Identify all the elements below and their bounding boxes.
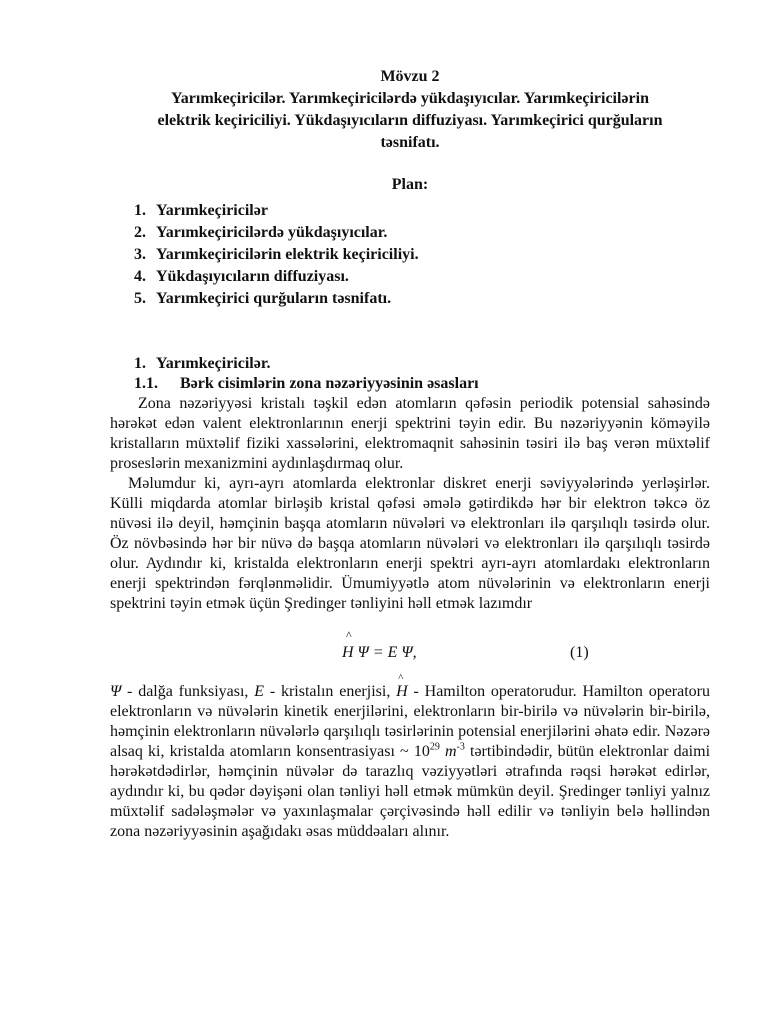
psi-symbol: Ψ bbox=[110, 683, 122, 700]
subsection-title: Bərk cisimlərin zona nəzəriyyəsinin əsasları bbox=[180, 375, 479, 392]
list-item-text: Yarımkeçiricilərdə yükdaşıyıcılar. bbox=[156, 224, 388, 241]
title-line-2: elektrik keçiriciliyi. Yükdaşıyıcıların diffuziyası. Yarımkeçirici qurğuların bbox=[157, 112, 663, 129]
equation-1 bbox=[110, 628, 710, 676]
subsection-heading bbox=[110, 374, 710, 394]
paragraph-3-part-b: - kristalın enerjisi, bbox=[264, 683, 397, 700]
plan-title: Plan: bbox=[391, 176, 429, 193]
energy-symbol: E bbox=[254, 683, 265, 700]
section-title: Yarımkeçiricilər. bbox=[156, 355, 271, 372]
list-item bbox=[110, 266, 710, 288]
list-item-text: Yükdaşıyıcıların diffuziyası. bbox=[156, 268, 349, 285]
list-item bbox=[110, 222, 710, 244]
subsection-number: 1.1. bbox=[134, 375, 158, 392]
title-block bbox=[110, 66, 710, 154]
list-item-number: 2. bbox=[134, 224, 146, 241]
unit-exponent: -3 bbox=[456, 741, 465, 753]
paragraph-3-part-c: - Hamilton operatorudur. Hamilton operatoru elektronların və nüvələrin kinetik enerjilərini, elektronların bir-birilə və nüvələrin bir-birilə, həmçinin elektronların nüvələrlə qarşılıqlı təsirlərinin potensial enerjilərini əhatə edir. Nəzərə alsaq ki, kristalda atomların konsentrasiyası ~ 10 bbox=[110, 683, 711, 760]
list-item-number: 4. bbox=[134, 268, 146, 285]
list-item bbox=[110, 244, 710, 266]
list-item-number: 5. bbox=[134, 290, 146, 307]
title-line-1: Yarımkeçiricilər. Yarımkeçiricilərdə yükdaşıyıcılar. Yarımkeçiricilərin bbox=[171, 90, 649, 107]
paragraph-2: Məlumdur ki, ayrı-ayrı atomlarda elektronlar diskret enerji səviyyələrində yerləşirlər. Külli miqdarda atomlar birləşib kristal qəfəsi əmələ gətirdikdə hər bir elektron təkcə öz nüvəsi ilə deyil, həmçinin başqa atomların nüvələri və elektronları ilə qarşılıqlı təsirdə olur. Öz növbəsində hər bir nüvə də başqa atomların nüvələri və elektronları ilə qarşılıqlı təsirdə olur. Aydındır ki, kristalda elektronların enerji spektri ayrı-ayrı atomlardakı elektronların enerji spektrindən fərqlənməlidir. Ümumiyyətlə atom nüvələrinin və elektronların enerji spektrini təyin etmək üçün Şredinger tənliyini həll etmək lazımdır bbox=[110, 475, 710, 612]
list-item bbox=[110, 200, 710, 222]
topic-heading: Mövzu 2 bbox=[380, 68, 440, 85]
list-item-text: Yarımkeçiricilərin elektrik keçiriciliyi. bbox=[156, 246, 419, 263]
list-item bbox=[110, 288, 710, 310]
list-item-number: 3. bbox=[134, 246, 146, 263]
hamiltonian-hat: ^ bbox=[398, 672, 404, 684]
list-item-number: 1. bbox=[134, 202, 146, 219]
concentration-exponent: 29 bbox=[429, 741, 440, 753]
list-item-text: Yarımkeçirici qurğuların təsnifatı. bbox=[156, 290, 392, 307]
operator-hat: ^ bbox=[346, 628, 352, 642]
title-line-3: təsnifatı. bbox=[380, 134, 440, 151]
equation-number: (1) bbox=[570, 644, 589, 661]
hamiltonian-symbol bbox=[396, 672, 408, 702]
paragraph-3-part-d: tərtibindədir, bütün elektronlar daimi hərəkətdədirlər, həmçinin nüvələr də tarazlıq vəziyyətləri ətrafında rəqsi hərəkət edirlər, aydındır ki, bu qədər dəyişəni olan tənliyi həll etmək mümkün deyil. Şredinger tənliyi yalnız müxtəlif sadələşmələr və yaxınlaşmalar çərçivəsində həll edilir və tənliyin belə həllindən zona nəzəriyyəsinin aşağıdakı əsas müddəaları alınır. bbox=[110, 743, 711, 840]
plan-list bbox=[110, 200, 710, 310]
paragraph-1: Zona nəzəriyyəsi kristalı təşkil edən atomların qəfəsin periodik potensial sahəsində hərəkət edən valent elektronlarının enerji spektrini təyin edir. Bu nəzəriyyənin köməyilə kristalların müxtəlif fiziki xassələrini, elektromaqnit sahəsinin təsiri ilə baş verən müxtəlif proseslərin mexanizmini aydınlaşdırmaq olur. bbox=[110, 395, 710, 472]
paragraph-3 bbox=[110, 672, 711, 842]
list-item-text: Yarımkeçiricilər bbox=[156, 202, 268, 219]
unit-symbol: m bbox=[444, 743, 457, 760]
section-heading bbox=[110, 354, 710, 374]
section-number: 1. bbox=[134, 355, 146, 372]
document-page bbox=[110, 66, 710, 842]
paragraph-3-part-a: - dalğa funksiyası, bbox=[121, 683, 255, 700]
schrodinger-equation: H Ψ = E Ψ, bbox=[342, 644, 417, 661]
hamiltonian-letter: H bbox=[396, 683, 408, 700]
